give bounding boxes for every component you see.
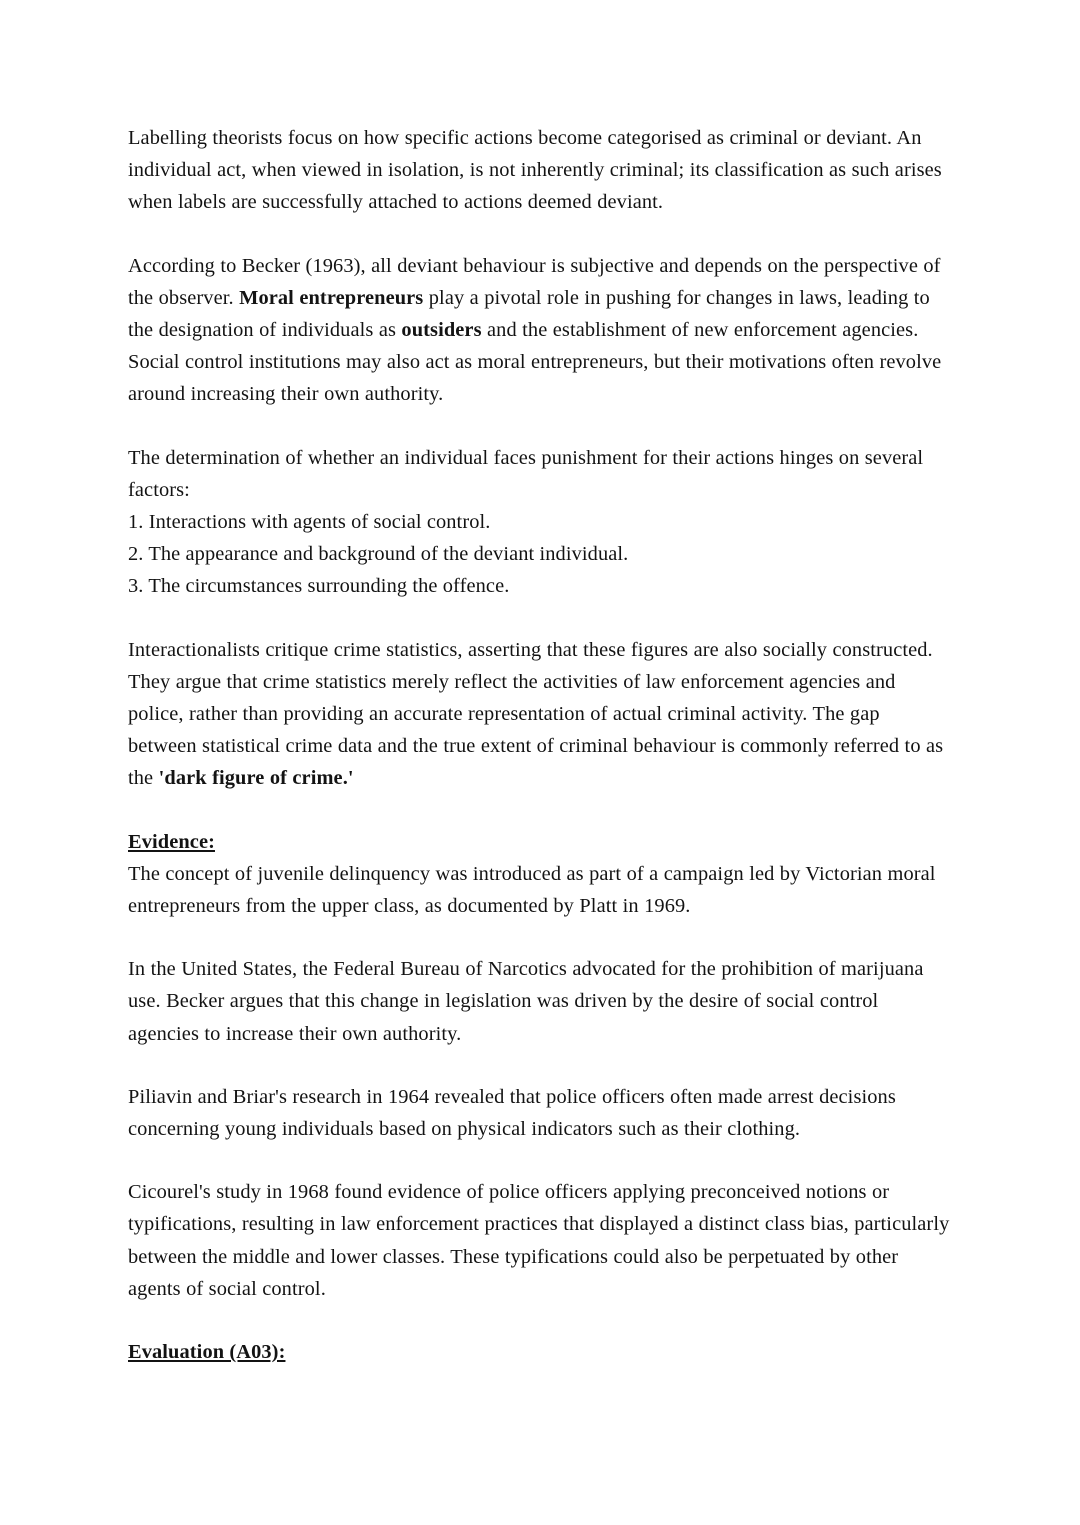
list-item: 3. The circumstances surrounding the offence. (128, 575, 510, 598)
heading-evaluation-a03: Evaluation (A03): (128, 1341, 286, 1364)
bold-term-outsiders: outsiders (401, 319, 482, 342)
paragraph-federal-bureau-narcotics: In the United States, the Federal Bureau of Narcotics advocated for the prohibition of marijuana use. Becker argues that this change in legislation was driven by the desire of social control agencies to increase their own authority. (128, 958, 924, 1045)
paragraph-becker-1963 (128, 250, 950, 411)
list-item: 1. Interactions with agents of social control. (128, 511, 491, 534)
factors-block (128, 442, 950, 603)
text-segment: According to Becker (1963), all deviant behaviour is subjective and depends on the perspective of the observer. (128, 254, 941, 309)
paragraph-piliavin-briar: Piliavin and Briar's research in 1964 revealed that police officers often made arrest decisions concerning young individuals based on physical indicators such as their clothing. (128, 1085, 896, 1141)
heading-evidence: Evidence: (128, 830, 215, 853)
bold-term-dark-figure-of-crime: 'dark figure of crime.' (158, 767, 354, 790)
text-segment: and the establishment of new enforcement agencies. Social control institutions may also act as moral entrepreneurs, but their motivations often revolve around increasing their own authority. (128, 319, 942, 406)
paragraph-determination-factors: The determination of whether an individual faces punishment for their actions hinges on several factors: (128, 446, 924, 501)
text-segment: play a pivotal role in pushing for changes in laws, leading to the designation of individuals as (128, 286, 930, 342)
paragraph-juvenile-delinquency: The concept of juvenile delinquency was introduced as part of a campaign led by Victorian moral entrepreneurs from the upper class, as documented by Platt in 1969. (128, 862, 936, 918)
paragraph-labelling-theorists: Labelling theorists focus on how specific actions become categorised as criminal or deviant. An individual act, when viewed in isolation, is not inherently criminal; its classification as such arises when labels are successfully attached to actions deemed deviant. (128, 127, 942, 214)
text-segment: Interactionalists critique crime statistics, asserting that these figures are also socially constructed. They argue that crime statistics merely reflect the activities of law enforcement agencies and police, rather than providing an accurate representation of actual criminal activity. The gap between statistical crime data and the true extent of criminal behaviour is commonly referred to as the (128, 638, 944, 790)
bold-term-moral-entrepreneurs: Moral entrepreneurs (239, 286, 424, 309)
paragraph-cicourel-study: Cicourel's study in 1968 found evidence of police officers applying preconceived notions or typifications, resulting in law enforcement practices that displayed a distinct class bias, particularly between the middle and lower classes. These typifications could also be perpetuated by other agents of social control. (128, 1181, 950, 1300)
paragraph-interactionalists-critique (128, 634, 950, 795)
list-item: 2. The appearance and background of the deviant individual. (128, 543, 629, 566)
document-body (128, 122, 950, 1368)
section-evidence (128, 826, 950, 923)
